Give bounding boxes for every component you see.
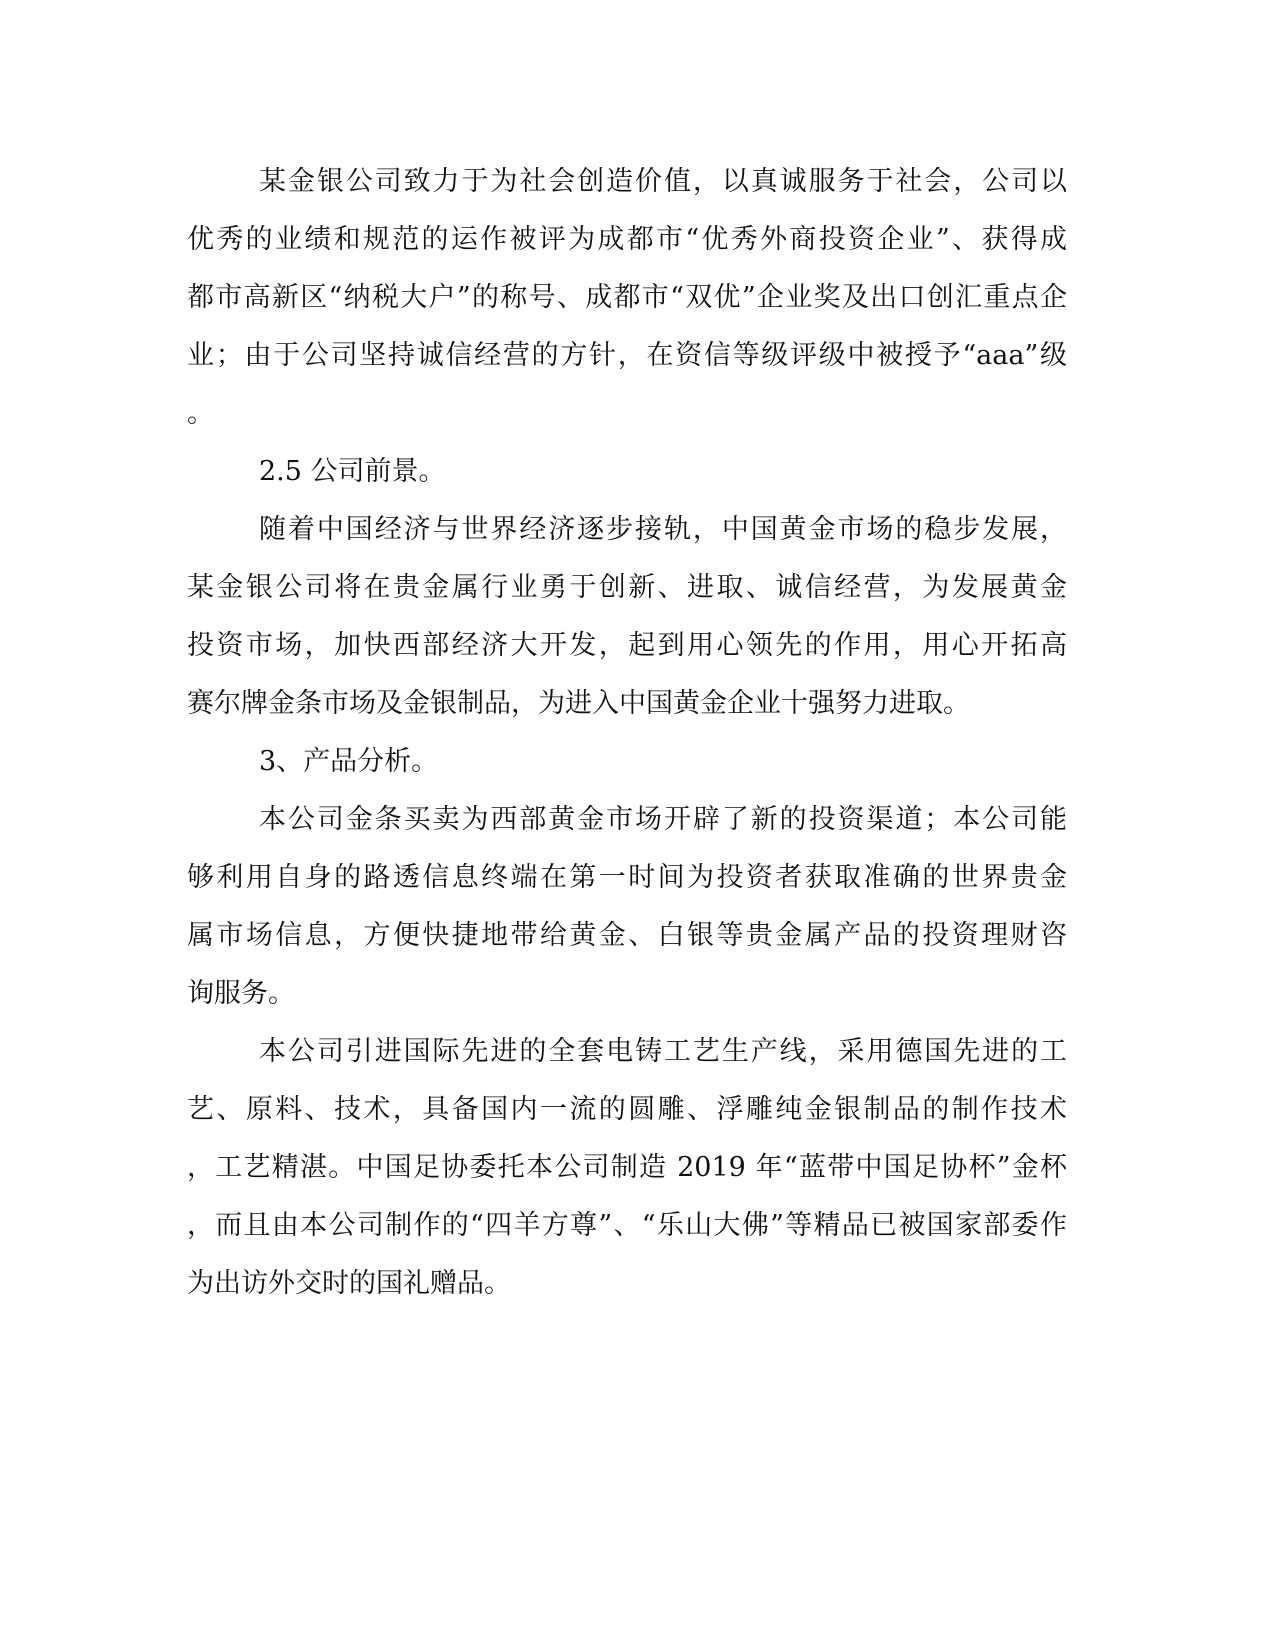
paragraph-1-line-3: 都市高新区“纳税大户”的称号、成都市“双优”企业奖及出口创汇重点企 bbox=[187, 282, 1067, 313]
paragraph-1-line-2: 优秀的业绩和规范的运作被评为成都市“优秀外商投资企业”、获得成 bbox=[187, 224, 1067, 255]
paragraph-2-line-2: 某金银公司将在贵金属行业勇于创新、进取、诚信经营，为发展黄金 bbox=[187, 572, 1067, 603]
paragraph-1-line-4: 业；由于公司坚持诚信经营的方针，在资信等级评级中被授予“aaa”级 bbox=[187, 340, 1067, 371]
paragraph-2-line-3: 投资市场，加快西部经济大开发，起到用心领先的作用，用心开拓高 bbox=[187, 630, 1067, 661]
paragraph-1-line-1: 某金银公司致力于为社会创造价值，以真诚服务于社会，公司以 bbox=[259, 166, 1067, 197]
paragraph-3-line-1: 本公司金条买卖为西部黄金市场开辟了新的投资渠道；本公司能 bbox=[259, 804, 1067, 835]
paragraph-4-line-5: 为出访外交时的国礼赠品。 bbox=[187, 1268, 511, 1299]
section-heading-2-5: 2.5 公司前景。 bbox=[259, 456, 446, 487]
section-heading-3: 3、产品分析。 bbox=[259, 746, 439, 777]
paragraph-3-line-3: 属市场信息，方便快捷地带给黄金、白银等贵金属产品的投资理财咨 bbox=[187, 920, 1067, 951]
paragraph-2-line-4: 赛尔牌金条市场及金银制品，为进入中国黄金企业十强努力进取。 bbox=[187, 688, 970, 719]
paragraph-3-line-2: 够利用自身的路透信息终端在第一时间为投资者获取准确的世界贵金 bbox=[187, 862, 1067, 893]
paragraph-4-line-3: ，工艺精湛。中国足协委托本公司制造 2019 年“蓝带中国足协杯”金杯 bbox=[187, 1152, 1067, 1183]
paragraph-3-line-4: 询服务。 bbox=[187, 978, 295, 1009]
paragraph-4-line-2: 艺、原料、技术，具备国内一流的圆雕、浮雕纯金银制品的制作技术 bbox=[187, 1094, 1067, 1125]
paragraph-2-line-1: 随着中国经济与世界经济逐步接轨，中国黄金市场的稳步发展， bbox=[259, 514, 1067, 545]
paragraph-1-line-5: 。 bbox=[187, 398, 214, 429]
paragraph-4-line-4: ，而且由本公司制作的“四羊方尊”、“乐山大佛”等精品已被国家部委作 bbox=[187, 1210, 1067, 1241]
paragraph-4-line-1: 本公司引进国际先进的全套电铸工艺生产线，采用德国先进的工 bbox=[259, 1036, 1067, 1067]
